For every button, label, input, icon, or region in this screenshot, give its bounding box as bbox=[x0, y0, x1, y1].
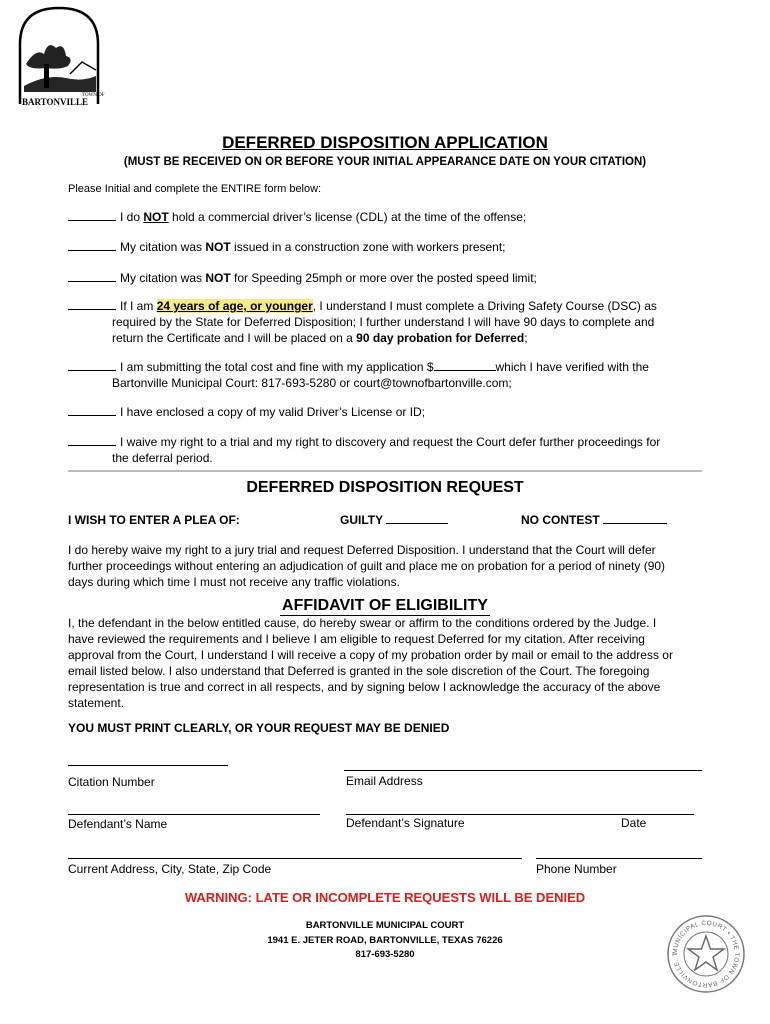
email-line[interactable] bbox=[344, 770, 702, 771]
initial-blank[interactable] bbox=[68, 359, 116, 371]
initial-blank[interactable] bbox=[68, 239, 116, 251]
affidavit-paragraph: I, the defendant in the below entitled cause, do hereby swear or affirm to the conditions ordered by the Judge. I have reviewed the requirements and I believe I am eligible to request Deferred for my citation. After receiving approval from the Court, I understand I will receive a copy of my probation order by mail or email to the address or email listed below. I also understand that Deferred is granted in the sole discretion of the Court. The foregoing representation is true and correct in all respects, and by signing below I acknowledge the accuracy of the above statement. bbox=[68, 616, 673, 710]
defendant-name-label: Defendant’s Name bbox=[68, 817, 168, 831]
item-cost: I am submitting the total cost and fine with my application $ which I have verified with the Bartonville Municipal Court: 817-693-5280 or court@townofbartonville.com; bbox=[68, 359, 698, 391]
section-divider bbox=[68, 470, 702, 472]
page-title: DEFERRED DISPOSITION APPLICATION bbox=[222, 133, 548, 152]
instruction-text: Please Initial and complete the ENTIRE form below: bbox=[68, 183, 322, 195]
citation-number-label: Citation Number bbox=[68, 775, 155, 789]
initial-blank[interactable] bbox=[68, 270, 116, 282]
town-logo bbox=[16, 4, 105, 112]
initial-blank[interactable] bbox=[68, 434, 116, 446]
amount-blank[interactable] bbox=[434, 359, 496, 371]
item-waive: I waive my right to a trial and my right to discovery and request the Court defer further proceedings for the deferral period. bbox=[68, 434, 698, 466]
initial-blank[interactable] bbox=[68, 209, 116, 221]
footer-address: 1941 E. JETER ROAD, BARTONVILLE, TEXAS 76226 bbox=[267, 935, 503, 946]
plea-label: I WISH TO ENTER A PLEA OF: bbox=[68, 513, 240, 527]
item-construction-zone: My citation was NOT issued in a construction zone with workers present; bbox=[68, 239, 698, 255]
address-label: Current Address, City, State, Zip Code bbox=[68, 862, 272, 876]
plea-guilty[interactable]: GUILTY bbox=[340, 512, 448, 528]
initial-blank[interactable] bbox=[68, 404, 116, 416]
print-notice: YOU MUST PRINT CLEARLY, OR YOUR REQUEST MAY BE DENIED bbox=[68, 721, 450, 735]
email-label: Email Address bbox=[346, 774, 423, 788]
warning-text: WARNING: LATE OR INCOMPLETE REQUESTS WILL BE DENIED bbox=[184, 890, 586, 905]
citation-number-line[interactable] bbox=[68, 765, 228, 766]
logo-line1: TOWN OF bbox=[82, 93, 105, 98]
phone-line[interactable] bbox=[536, 858, 702, 859]
phone-label: Phone Number bbox=[536, 862, 617, 876]
court-seal bbox=[666, 914, 746, 994]
footer-court: BARTONVILLE MUNICIPAL COURT bbox=[305, 920, 465, 931]
signature-label: Defendant’s Signature bbox=[346, 816, 465, 830]
initial-blank[interactable] bbox=[68, 298, 116, 310]
logo-line2: BARTONVILLE bbox=[22, 97, 89, 107]
item-age-dsc: If I am 24 years of age, or younger, I understand I must complete a Driving Safety Course (DSC) as required by the State for Deferred Disposition; I further understand I will have 90 days to complete and return the Certificate and I will be placed on a 90 day probation for Deferred; bbox=[68, 298, 698, 346]
item-cdl: I do NOT hold a commercial driver’s license (CDL) at the time of the offense; bbox=[68, 209, 698, 225]
defendant-name-line[interactable] bbox=[68, 814, 320, 815]
date-label: Date bbox=[621, 816, 647, 830]
affidavit-heading: AFFIDAVIT OF ELIGIBILITY bbox=[282, 597, 488, 614]
item-license: I have enclosed a copy of my valid Driver’s License or ID; bbox=[68, 404, 698, 420]
address-line[interactable] bbox=[68, 858, 522, 859]
page-subtitle: (MUST BE RECEIVED ON OR BEFORE YOUR INITIAL APPEARANCE DATE ON YOUR CITATION) bbox=[123, 156, 647, 168]
footer-phone: 817-693-5280 bbox=[355, 949, 415, 960]
plea-no-contest[interactable]: NO CONTEST bbox=[521, 512, 667, 528]
request-paragraph: I do hereby waive my right to a jury trial and request Deferred Disposition. I understand that the Court will defer further proceedings without entering an adjudication of guilt and place me on probation for a period of ninety (90) days during which time I must not receive any traffic violations. bbox=[68, 543, 666, 589]
request-heading: DEFERRED DISPOSITION REQUEST bbox=[246, 479, 524, 496]
svg-text:MUNICIPAL COURT • THE TOWN OF: MUNICIPAL COURT • THE TOWN OF BARTONVILLE, T bbox=[671, 919, 741, 989]
item-speeding: My citation was NOT for Speeding 25mph or more over the posted speed limit; bbox=[68, 270, 698, 286]
